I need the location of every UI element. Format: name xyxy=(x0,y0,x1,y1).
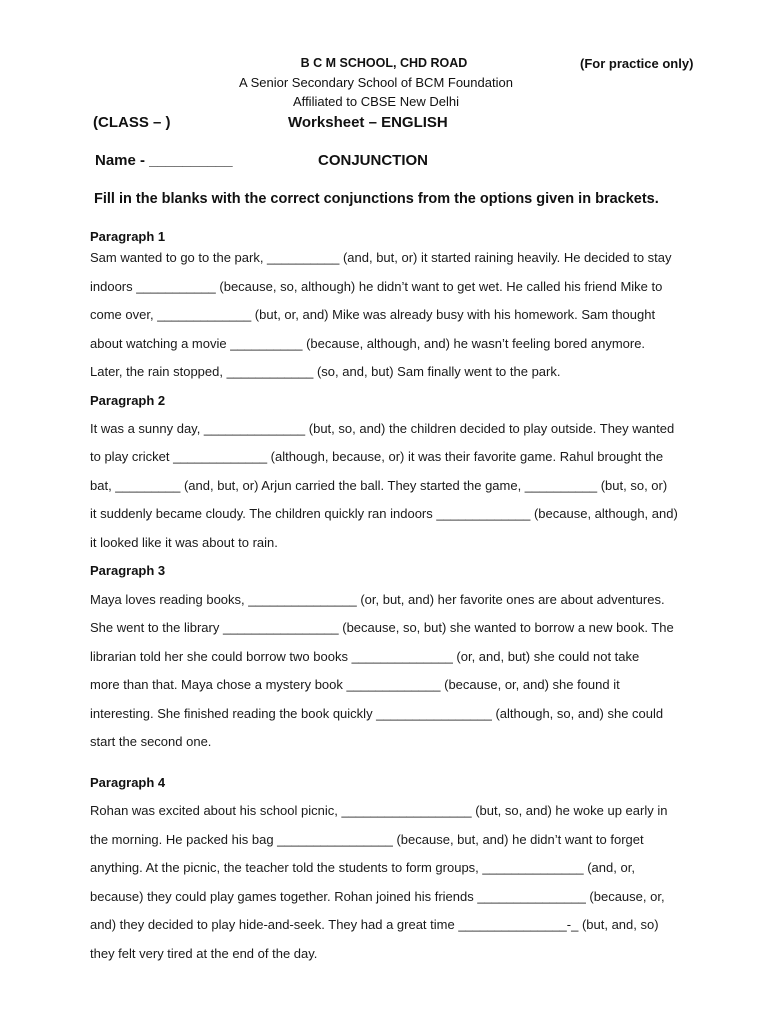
paragraph-line: to play cricket _____________ (although, because, or) it was their favorite game. Rahul brought the xyxy=(90,449,664,464)
paragraph-line: interesting. She finished reading the book quickly ________________ (although, so, and) she could xyxy=(90,706,664,721)
paragraph-line: It was a sunny day, ______________ (but, so, and) the children decided to play outside. They wanted xyxy=(90,421,675,436)
paragraph-line: bat, _________ (and, but, or) Arjun carried the ball. They started the game, __________ (but, so, or) xyxy=(90,478,668,493)
paragraph-line: they felt very tired at the end of the day. xyxy=(90,946,318,961)
worksheet-title: Worksheet – ENGLISH xyxy=(288,114,448,131)
paragraph-line: Rohan was excited about his school picnic, __________________ (but, so, and) he woke up early in xyxy=(90,803,668,818)
practice-note: (For practice only) xyxy=(580,56,694,71)
school-name: B C M SCHOOL, CHD ROAD xyxy=(300,56,468,70)
paragraph-line: the morning. He packed his bag ________________ (because, but, and) he didn’t want to forget xyxy=(90,832,644,847)
paragraph-line: because) they could play games together. Rohan joined his friends _______________ (because, or, xyxy=(90,889,665,904)
paragraph-line: anything. At the picnic, the teacher told the students to form groups, ______________ (and, or, xyxy=(90,860,635,875)
paragraph-line: Maya loves reading books, _______________ (or, but, and) her favorite ones are about adventures. xyxy=(90,592,665,607)
paragraph-line: come over, _____________ (but, or, and) Mike was already busy with his homework. Sam thought xyxy=(90,307,656,322)
school-foundation-subtitle: A Senior Secondary School of BCM Foundation xyxy=(239,75,513,90)
paragraph-line: indoors ___________ (because, so, although) he didn’t want to get wet. He called his friend Mike to xyxy=(90,279,663,294)
paragraph-line: and) they decided to play hide-and-seek. They had a great time _______________-_ (but, and, so) xyxy=(90,917,659,932)
paragraph-line: start the second one. xyxy=(90,734,212,749)
school-affiliation-subtitle: Affiliated to CBSE New Delhi xyxy=(293,94,459,109)
paragraph-line: it suddenly became cloudy. The children quickly ran indoors _____________ (because, although, and) xyxy=(90,506,678,521)
class-label: (CLASS – ) xyxy=(93,114,171,131)
instruction-text: Fill in the blanks with the correct conjunctions from the options given in brackets. xyxy=(94,191,659,207)
topic-title: CONJUNCTION xyxy=(318,152,429,169)
paragraph-line: Sam wanted to go to the park, __________ (and, but, or) it started raining heavily. He decided to stay xyxy=(90,250,672,265)
paragraph-heading: Paragraph 3 xyxy=(90,563,166,578)
paragraph-line: it looked like it was about to rain. xyxy=(90,535,278,550)
name-field-label: Name - __________ xyxy=(95,152,233,169)
paragraph-line: about watching a movie __________ (because, although, and) he wasn’t feeling bored anymore. xyxy=(90,336,646,351)
paragraph-line: She went to the library ________________ (because, so, but) she wanted to borrow a new book. The xyxy=(90,620,674,635)
paragraph-heading: Paragraph 1 xyxy=(90,229,166,244)
paragraph-heading: Paragraph 2 xyxy=(90,393,166,408)
paragraph-line: Later, the rain stopped, ____________ (so, and, but) Sam finally went to the park. xyxy=(90,364,561,379)
paragraph-heading: Paragraph 4 xyxy=(90,775,166,790)
paragraph-line: more than that. Maya chose a mystery book _____________ (because, or, and) she found it xyxy=(90,677,620,692)
paragraph-line: librarian told her she could borrow two books ______________ (or, and, but) she could not take xyxy=(90,649,640,664)
